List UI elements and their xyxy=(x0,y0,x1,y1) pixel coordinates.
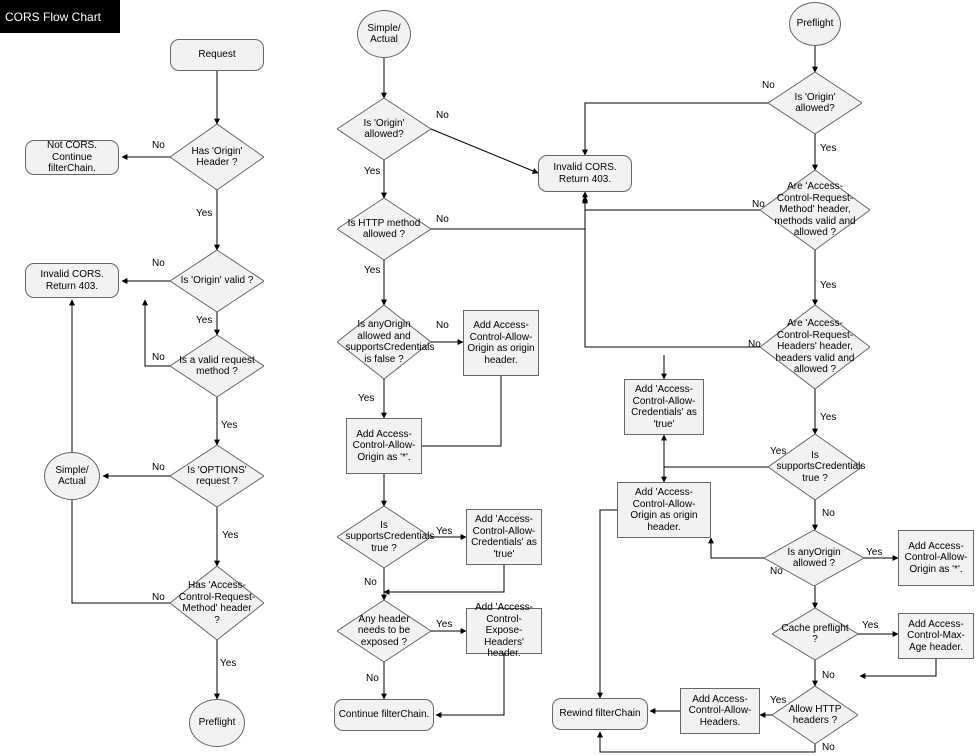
flow-node-label: Continue filterChain. xyxy=(338,709,430,721)
flow-node-r2[interactable] xyxy=(768,72,862,134)
edge-label: Yes xyxy=(866,547,883,558)
flow-node-label: Add 'Access-Control-Allow-Origin as origin header. xyxy=(630,487,698,533)
flow-node-label: Add Access-Control-Allow-Origin as '*'. xyxy=(904,540,968,575)
flow-node-label: Are 'Access-Control-Request-Method' header, methods valid and allowed ? xyxy=(774,181,856,239)
flow-node-n10[interactable] xyxy=(189,699,245,747)
flow-node-m1[interactable] xyxy=(357,10,411,58)
flow-node-m10[interactable] xyxy=(337,600,431,662)
flow-node-label: Is 'Origin' allowed? xyxy=(363,117,405,140)
flow-node-m6[interactable] xyxy=(463,310,539,376)
flow-node-r10[interactable] xyxy=(772,608,858,660)
edge-label: No xyxy=(822,742,835,753)
flow-node-label: Cache preflight ? xyxy=(781,622,849,645)
flow-node-r3[interactable] xyxy=(760,170,870,250)
flow-node-r6[interactable] xyxy=(624,379,704,435)
edge-label: No xyxy=(366,673,379,684)
flow-node-r5[interactable] xyxy=(768,434,866,500)
flow-node-m5[interactable] xyxy=(337,305,435,379)
flow-node-label: Has 'Access-Control-Request-Method' header ? xyxy=(178,580,256,626)
edge-label: No xyxy=(436,110,449,121)
edge-label: No xyxy=(152,258,165,269)
flow-node-label: Has 'Origin' Header ? xyxy=(191,145,243,168)
flow-node-label: Request xyxy=(198,49,236,61)
flow-node-label: Simple/ Actual xyxy=(367,22,401,45)
edge-label: No xyxy=(364,577,377,588)
flow-node-label: Add Access-Control-Max-Age header. xyxy=(907,618,965,653)
flow-node-r13[interactable] xyxy=(680,688,760,734)
flow-node-label: Is supportsCredentials true ? xyxy=(776,449,866,484)
edge-label: No xyxy=(762,80,775,91)
flow-node-label: Add Access-Control-Allow-Origin as '*'. xyxy=(352,428,416,463)
edge-label: Yes xyxy=(364,166,381,177)
edge-label: Yes xyxy=(358,393,375,404)
edge-label: Yes xyxy=(770,446,787,457)
edge-label: Yes xyxy=(820,143,837,154)
edge-label: No xyxy=(436,320,449,331)
edge-label: No xyxy=(770,566,783,577)
edge-label: No xyxy=(752,199,765,210)
flow-node-n8[interactable] xyxy=(44,452,100,500)
edge-label: Yes xyxy=(436,619,453,630)
edge-label: Yes xyxy=(820,412,837,423)
flow-node-r14[interactable] xyxy=(552,698,648,730)
flow-node-n5[interactable] xyxy=(25,263,119,298)
flow-node-label: Are 'Access-Control-Request-Headers' header, headers valid and allowed ? xyxy=(775,318,855,376)
flow-node-label: Preflight xyxy=(198,717,236,729)
flow-node-m8[interactable] xyxy=(337,506,435,568)
flow-node-r1[interactable] xyxy=(789,2,841,46)
flow-node-r7[interactable] xyxy=(617,482,711,538)
flow-node-label: Preflight xyxy=(796,18,834,30)
edge-label: Yes xyxy=(222,530,239,541)
flow-node-label: Add 'Access-Control-Expose-Headers' header. xyxy=(474,602,534,660)
flow-node-label: Simple/ Actual xyxy=(55,464,89,487)
flow-node-n4[interactable] xyxy=(170,250,264,312)
flow-node-label: Add Access-Control-Allow-Headers. xyxy=(688,693,752,728)
flow-node-label: Is anyOrigin allowed ? xyxy=(787,546,841,569)
flow-node-n1[interactable] xyxy=(170,39,264,71)
flow-node-label: Is anyOrigin allowed and supportsCredentials is false ? xyxy=(345,319,435,365)
flow-node-label: Is 'Origin' allowed? xyxy=(794,91,836,114)
edge-label: No xyxy=(436,214,449,225)
flow-node-m4[interactable] xyxy=(337,198,431,260)
flow-node-r11[interactable] xyxy=(898,613,974,659)
chart-title: CORS Flow Chart xyxy=(5,9,102,24)
edge-label: No xyxy=(152,140,165,151)
edge-label: Yes xyxy=(820,280,837,291)
edge-label: No xyxy=(748,339,761,350)
flow-node-m12[interactable] xyxy=(334,699,434,731)
flow-node-label: Is 'Origin' valid ? xyxy=(180,275,254,287)
edge-label: No xyxy=(152,352,165,363)
edge-label: Yes xyxy=(220,658,237,669)
edge-label: No xyxy=(152,462,165,473)
flow-node-n6[interactable] xyxy=(170,335,264,397)
flow-node-n9[interactable] xyxy=(170,566,264,640)
flow-node-n7[interactable] xyxy=(170,445,264,507)
flow-node-label: Allow HTTP headers ? xyxy=(788,703,842,726)
flow-node-m7[interactable] xyxy=(346,418,422,474)
flow-node-label: Is a valid request method ? xyxy=(179,354,255,377)
flow-node-n3[interactable] xyxy=(25,140,119,175)
edge-label: Yes xyxy=(436,526,453,537)
flow-node-m11[interactable] xyxy=(466,602,542,660)
flow-node-label: Is HTTP method allowed ? xyxy=(347,217,421,240)
flow-node-label: Rewind filterChain xyxy=(559,708,641,720)
flow-node-r4[interactable] xyxy=(760,305,870,389)
flow-node-label: Any header needs to be exposed ? xyxy=(357,613,411,648)
flow-node-r8[interactable] xyxy=(764,530,864,586)
flow-node-label: Is supportsCredentials true ? xyxy=(345,519,435,554)
chart-title-banner xyxy=(0,0,120,33)
flow-node-m3[interactable] xyxy=(538,155,632,192)
flow-node-label: Add Access-Control-Allow-Origin as origin header. xyxy=(467,320,535,366)
flow-node-m2[interactable] xyxy=(337,98,431,160)
flow-node-label: Is 'OPTIONS' request ? xyxy=(187,464,247,487)
flow-node-n2[interactable] xyxy=(170,124,264,190)
flow-node-label: Not CORS. Continue filterChain. xyxy=(46,140,97,175)
flow-node-m9[interactable] xyxy=(466,509,542,565)
edge-label: Yes xyxy=(196,208,213,219)
edge-label: Yes xyxy=(862,620,879,631)
edge-label: No xyxy=(822,670,835,681)
flow-node-r9[interactable] xyxy=(898,530,974,586)
edge-label: No xyxy=(152,592,165,603)
edge-label: Yes xyxy=(770,695,787,706)
flow-node-label: Add 'Access-Control-Allow-Credentials' as 'true' xyxy=(631,384,697,430)
edge-label: Yes xyxy=(221,420,238,431)
edge-label: Yes xyxy=(196,315,213,326)
flow-node-label: Add 'Access-Control-Allow-Credentials' as 'true' xyxy=(471,514,537,560)
flow-node-label: Invalid CORS. Return 403. xyxy=(553,162,617,185)
edge-label: Yes xyxy=(364,265,381,276)
edge-label: No xyxy=(822,508,835,519)
flow-node-label: Invalid CORS. Return 403. xyxy=(40,269,104,292)
